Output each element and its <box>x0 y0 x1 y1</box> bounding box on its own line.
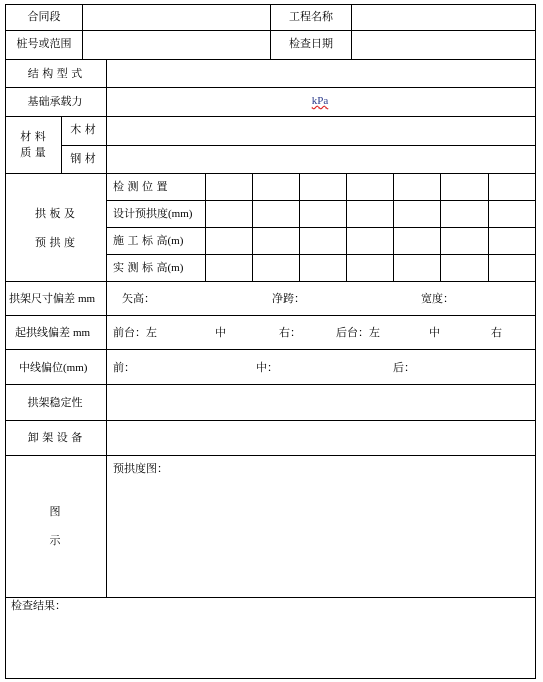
material-quality-label-2: 质 量 <box>20 146 46 159</box>
centerline-back: 后： <box>393 361 415 374</box>
border-left <box>5 4 6 678</box>
inspection-position-label: 检 测 位 置 <box>113 180 168 193</box>
row-line <box>5 59 536 60</box>
row-line <box>61 145 536 146</box>
diagram-label-1: 图 <box>49 505 61 518</box>
row-line <box>5 384 536 385</box>
contract-section-label: 合同段 <box>27 10 61 23</box>
foundation-unit: kPa <box>311 95 329 107</box>
back-abutment-left: 后台：左 <box>336 326 380 339</box>
camber-diagram-label: 预拱度图： <box>113 462 168 475</box>
border-right <box>535 4 536 678</box>
col-line <box>346 173 347 281</box>
inspection-date-label: 检查日期 <box>289 37 333 50</box>
row-line <box>5 281 536 282</box>
col-line <box>299 173 300 281</box>
measured-elevation-label: 实 测 标 高(m) <box>113 261 184 274</box>
span-label: 净跨： <box>272 292 305 305</box>
row-line <box>5 420 536 421</box>
row-line <box>106 254 536 255</box>
centerline-middle: 中： <box>256 361 278 374</box>
steel-label: 钢 材 <box>70 152 96 165</box>
col-line <box>61 116 62 173</box>
arch-camber-label-2: 预 拱 度 <box>35 236 75 249</box>
centerline-front: 前： <box>113 361 135 374</box>
col-line <box>440 173 441 281</box>
wood-label: 木 材 <box>70 123 96 136</box>
row-line <box>106 227 536 228</box>
front-abutment-left: 前台：左 <box>113 326 157 339</box>
front-abutment-middle: 中 <box>215 326 226 339</box>
back-abutment-right: 右 <box>491 326 502 339</box>
rise-label: 矢高： <box>122 292 155 305</box>
row-line <box>5 87 536 88</box>
project-name-label: 工程名称 <box>289 10 333 23</box>
frame-stability-label: 拱架稳定性 <box>27 396 83 409</box>
inspection-result-label: 检查结果： <box>11 599 66 612</box>
station-range-label: 桩号或范围 <box>16 37 72 50</box>
centerline-offset-label: 中线偏位(mm) <box>19 361 88 374</box>
foundation-capacity-label: 基础承载力 <box>27 95 83 108</box>
row-line <box>5 116 536 117</box>
col-line <box>488 173 489 281</box>
front-abutment-right: 右： <box>279 326 301 339</box>
inspection-date-field[interactable] <box>355 37 531 51</box>
contract-section-field[interactable] <box>86 10 266 24</box>
structure-type-label: 结 构 型 式 <box>27 67 83 80</box>
col-line <box>393 173 394 281</box>
unloading-equipment-label: 卸 架 设 备 <box>27 431 83 444</box>
arch-camber-label-1: 拱 板 及 <box>35 207 75 220</box>
back-abutment-middle: 中 <box>429 326 440 339</box>
col-line <box>106 59 107 597</box>
col-line <box>270 4 271 59</box>
row-line <box>5 455 536 456</box>
design-camber-label: 设计预拱度(mm) <box>113 207 193 220</box>
col-line <box>82 4 83 59</box>
col-line <box>351 4 352 59</box>
row-line <box>106 200 536 201</box>
row-line <box>5 315 536 316</box>
row-line <box>5 173 536 174</box>
row-line <box>5 597 536 598</box>
material-quality-label-1: 材 料 <box>20 130 46 143</box>
row-line <box>5 349 536 350</box>
col-line <box>205 173 206 281</box>
project-name-field[interactable] <box>355 10 531 24</box>
construction-elevation-label: 施 工 标 高(m) <box>113 234 184 247</box>
col-line <box>252 173 253 281</box>
springing-deviation-label: 起拱线偏差 mm <box>15 326 91 339</box>
border-bottom <box>5 678 536 679</box>
frame-dimension-label: 拱架尺寸偏差 mm <box>9 292 96 305</box>
width-label: 宽度： <box>421 292 454 305</box>
diagram-label-2: 示 <box>49 534 61 547</box>
station-range-field[interactable] <box>86 37 266 51</box>
